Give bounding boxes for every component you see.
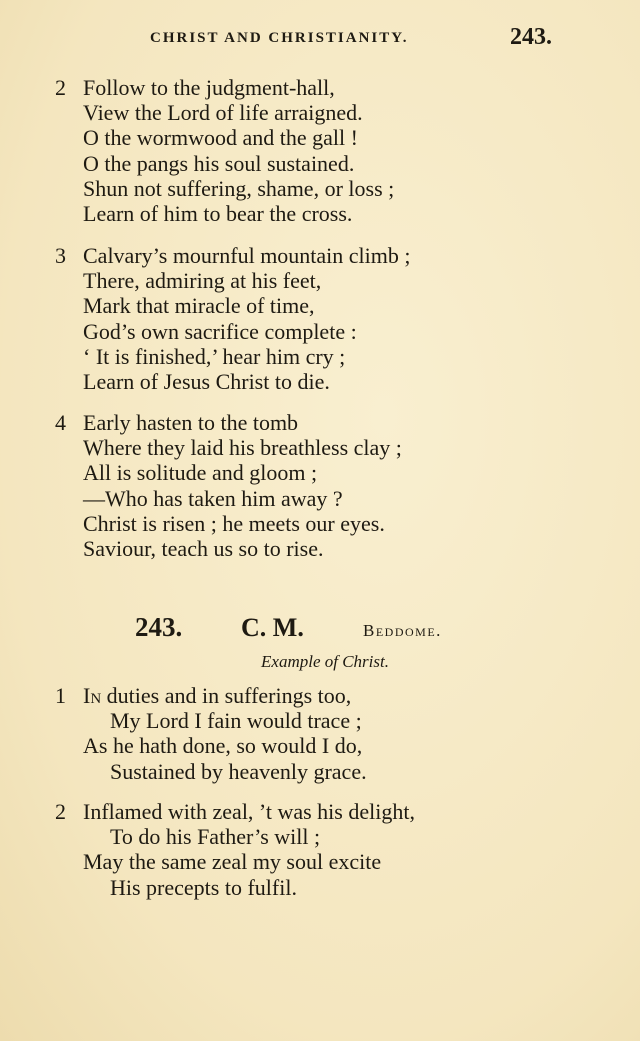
running-head: CHRIST AND CHRISTIANITY. bbox=[150, 30, 409, 46]
stanza-line: —Who has taken him away ? bbox=[83, 485, 343, 511]
stanza-line: His precepts to fulfil. bbox=[110, 874, 297, 900]
stanza-number: 2 bbox=[55, 75, 66, 100]
stanza-number: 1 bbox=[55, 683, 66, 708]
page-number: 243. bbox=[510, 24, 552, 50]
stanza-line: Mark that miracle of time, bbox=[83, 293, 315, 319]
stanza-line: Where they laid his breathless clay ; bbox=[83, 435, 402, 461]
stanza-line: Christ is risen ; he meets our eyes. bbox=[83, 510, 385, 536]
stanza-line: ‘ It is finished,’ hear him cry ; bbox=[83, 343, 346, 369]
hymn-number: 243. bbox=[135, 612, 183, 642]
stanza-line: All is solitude and gloom ; bbox=[83, 460, 318, 486]
stanza-3 bbox=[55, 243, 411, 394]
stanza-line: Learn of Jesus Christ to die. bbox=[83, 368, 330, 394]
stanza-line: 3 Calvary’s mournful mountain climb ; bbox=[55, 243, 411, 268]
stanza-line: My Lord I fain would trace ; bbox=[110, 708, 362, 734]
hymn-meter: C. M. bbox=[241, 613, 304, 642]
stanza-line: God’s own sacrifice complete : bbox=[83, 318, 357, 344]
hymn-subtitle: Example of Christ. bbox=[261, 652, 389, 671]
stanza-line: O the pangs his soul sustained. bbox=[83, 150, 355, 176]
stanza-line: 1 In duties and in sufferings too, bbox=[55, 683, 352, 708]
stanza-line: To do his Father’s will ; bbox=[110, 824, 321, 850]
hymn-author: Beddome. bbox=[363, 621, 442, 640]
stanza-4 bbox=[55, 410, 402, 561]
hymn-stanza-1 bbox=[55, 683, 367, 784]
stanza-line: There, admiring at his feet, bbox=[83, 268, 322, 294]
stanza-line: Learn of him to bear the cross. bbox=[83, 200, 353, 226]
stanza-line: As he hath done, so would I do, bbox=[83, 733, 363, 759]
stanza-2 bbox=[55, 75, 394, 226]
stanza-line: O the wormwood and the gall ! bbox=[83, 125, 358, 151]
hymn-stanza-2 bbox=[55, 799, 415, 900]
stanza-line: 4 Early hasten to the tomb bbox=[55, 410, 299, 435]
stanza-line: Shun not suffering, shame, or loss ; bbox=[83, 175, 395, 201]
stanza-line: Sustained by heavenly grace. bbox=[110, 758, 367, 784]
stanza-line: 2 Follow to the judgment-hall, bbox=[55, 75, 335, 100]
stanza-line: View the Lord of life arraigned. bbox=[83, 100, 363, 126]
drop-word: In bbox=[83, 683, 102, 708]
stanza-number: 4 bbox=[55, 410, 66, 435]
stanza-number: 2 bbox=[55, 799, 66, 824]
hymn-heading bbox=[135, 612, 442, 648]
stanza-line: 2 Inflamed with zeal, ’t was his delight, bbox=[55, 799, 415, 824]
stanza-line: Saviour, teach us so to rise. bbox=[83, 535, 324, 561]
stanza-line: May the same zeal my soul excite bbox=[83, 849, 382, 875]
stanza-number: 3 bbox=[55, 243, 66, 268]
